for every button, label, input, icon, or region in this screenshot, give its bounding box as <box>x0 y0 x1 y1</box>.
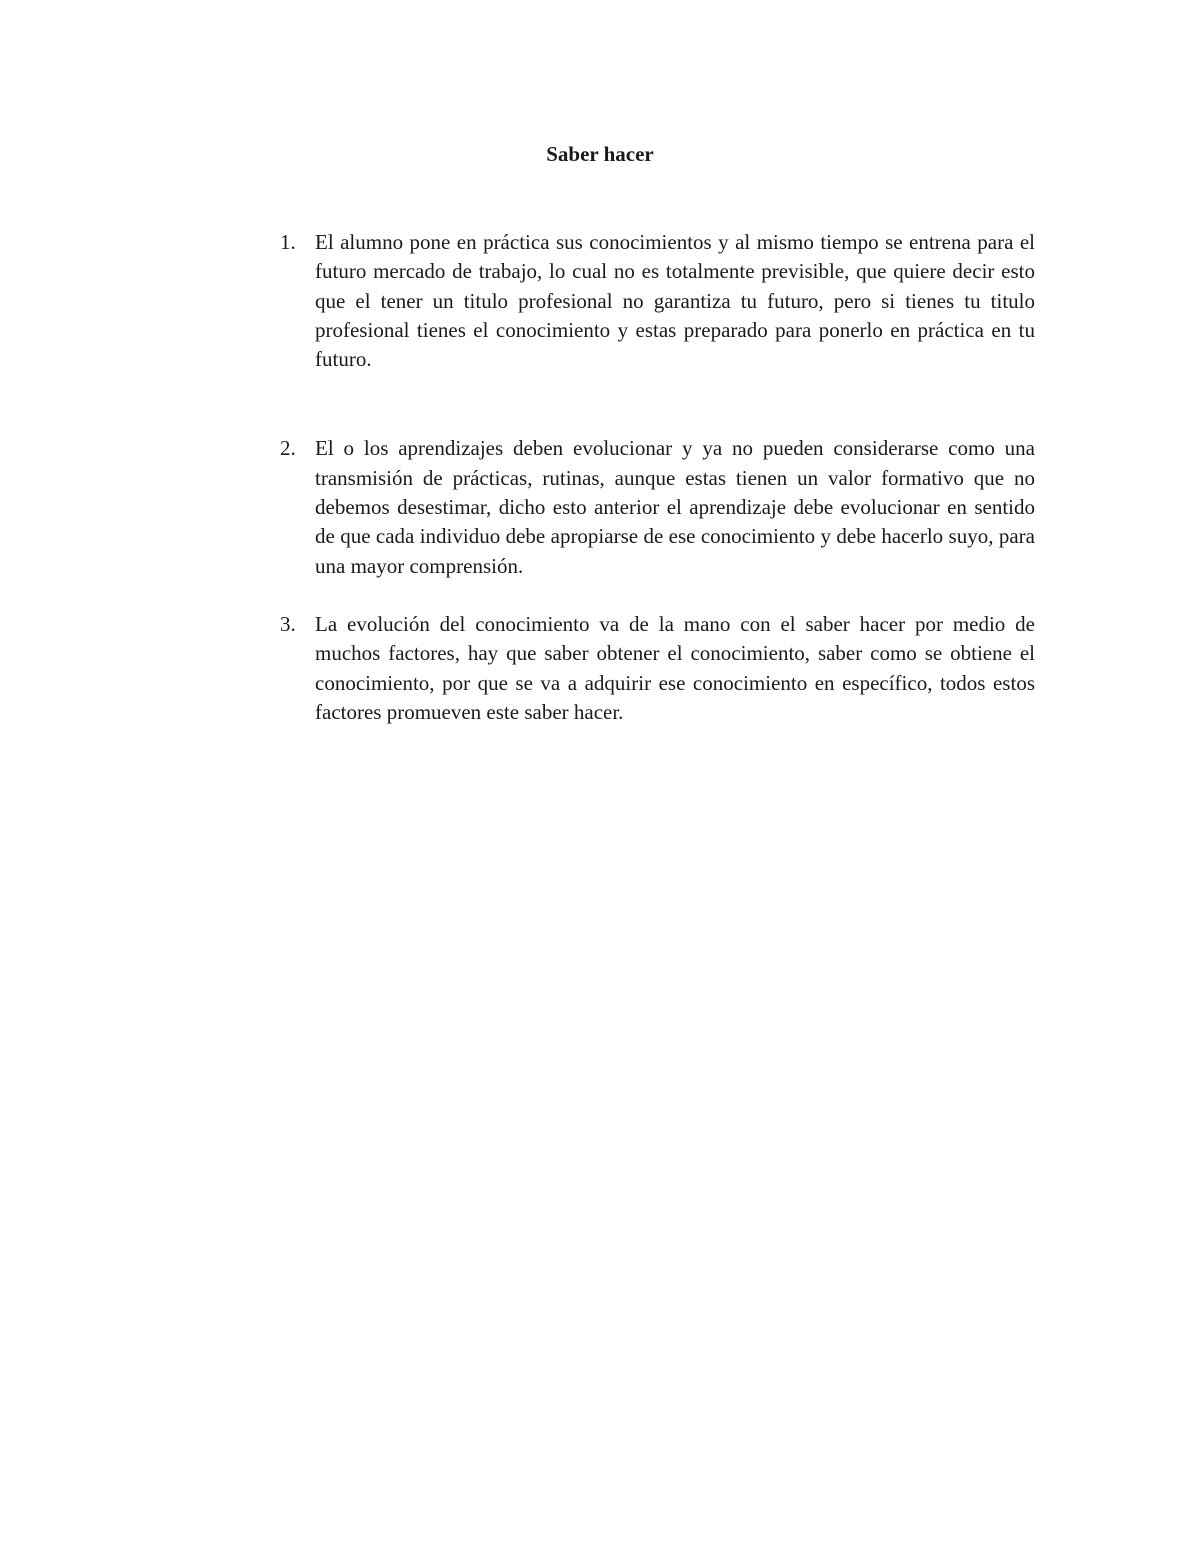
list-item-text: La evolución del conocimiento va de la mano con el saber hacer por medio de muchos factores, hay que saber obtener el conocimiento, saber como se obtiene el conocimiento, por que se va a adquirir ese conocimiento en específico, todos estos factores promueven este saber hacer. <box>315 611 1035 724</box>
list-item-number: 1. <box>280 230 296 254</box>
list-item-text: El alumno pone en práctica sus conocimientos y al mismo tiempo se entrena para el futuro mercado de trabajo, lo cual no es totalmente previsible, que quiere decir esto que el tener un titulo profesional no garantiza tu futuro, pero si tienes tu titulo profesional tienes el conocimiento y estas preparado para ponerlo en práctica en tu futuro. <box>315 230 1035 372</box>
list-item <box>275 610 1035 727</box>
list-item-text: El o los aprendizajes deben evolucionar y ya no pueden considerarse como una transmisión de prácticas, rutinas, aunque estas tienen un valor formativo que no debemos desestimar, dicho esto anterior el aprendizaje debe evolucionar en sentido de que cada individuo debe apropiarse de ese conocimiento y debe hacerlo suyo, para una mayor comprensión. <box>315 436 1035 578</box>
list-item-number: 3. <box>280 611 296 636</box>
list-item <box>275 228 1035 374</box>
numbered-list <box>275 228 1035 727</box>
list-item <box>275 434 1035 580</box>
list-item-number: 2. <box>280 436 296 461</box>
document-title: Saber hacer <box>546 142 654 166</box>
